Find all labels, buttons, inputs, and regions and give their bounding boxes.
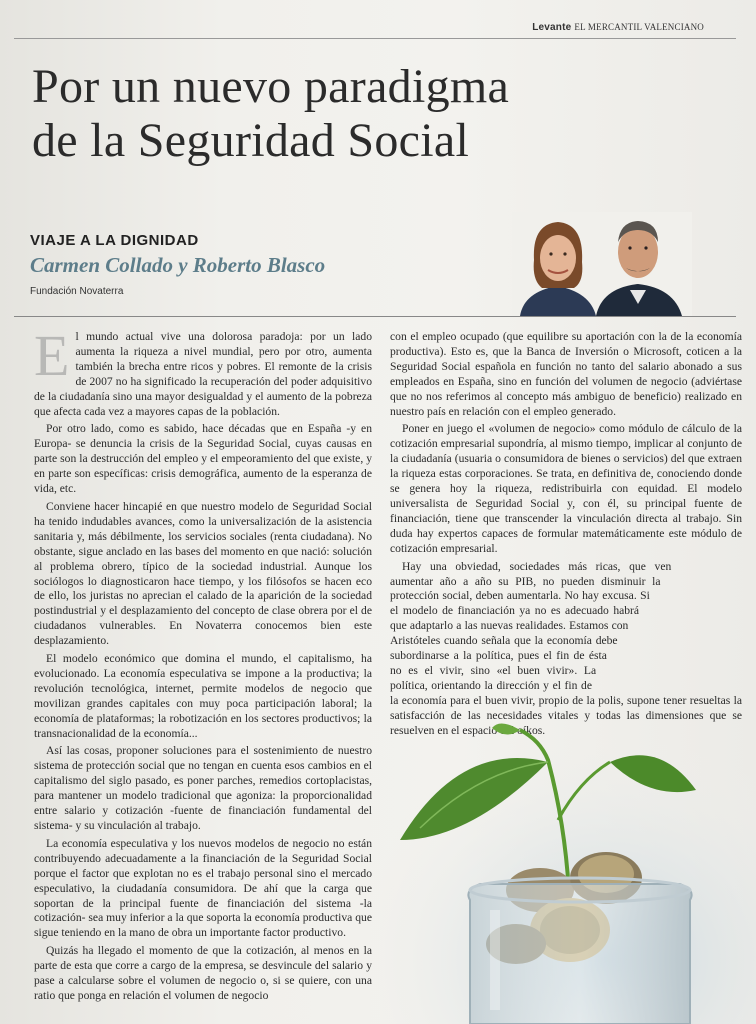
author-affiliation: Fundación Novaterra <box>30 286 124 297</box>
headline-line-1: Por un nuevo paradigma <box>32 60 510 113</box>
paragraph: Hay una obviedad, sociedades más ricas, que ven aumentar año a año su PIB, no pueden disminuir la protección social, deben aumentarla. No hay excusa. Si el modelo de financiación ya no es adecuado habrá que adaptarlo a las nuevas realidades. Estamos con Aristóteles cuando señala que la economía debe subordinarse a la política, pues el fin de ésta no es el vivir, sino «el buen vivir». La política, orientando la dirección y el fin de <box>390 559 672 692</box>
authors-byline: Carmen Collado y Roberto Blasco <box>30 253 326 277</box>
article-column-2 <box>390 330 742 741</box>
paragraph: Quizás ha llegado el momento de que la cotización, al menos en la parte de esta que corre a cargo de la empresa, se desvincule del salario y pase a calcularse sobre el volumen de negocio o, si se quiere, con una ratio que ponga en relación el volumen de negocio <box>34 944 372 1002</box>
masthead-paper: Levante <box>532 22 572 33</box>
top-rule <box>14 38 736 39</box>
paragraph: con el empleo ocupado (que equilibre su aportación con la de la economía productiva). Esto es, que la Banca de Inversión o Microsoft, coticen a la Seguridad Social española en función no tanto del salario abonado a sus empleados en España, sino en función del volumen de negocio (adviértase que no nos referimos al concepto más ambiguo de beneficio) realizado en nuestro país en relación con el empleo generado. <box>390 330 742 418</box>
paragraph: Por otro lado, como es sabido, hace décadas que en España -y en Europa- se denuncia la crisis de la Seguridad Social, cuyas causas en parte son la destrucción del empleo y el empeoramiento del que existe, y en parte son específicas: crisis demográfica, aumento de la esperanza de vida, etc. <box>34 422 372 496</box>
paragraph: Conviene hacer hincapié en que nuestro modelo de Seguridad Social ha tenido indudables avances, como la universalización de la asistencia sanitaria y, más débilmente, los servicios sociales (renta ciudadana). No obstante, sigue anclado en las bases del momento en que nació: solución al problema obrero, típico de la sociedad industrial. Aunque los sociólogos lo diagnosticaron hace tiempo, y los filósofos se hacen eco de ello, los juristas no aprecian el calado de la aparición de la sociedad postindustrial y el desplazamiento del concepto de clase obrera por el de ciudadanos vulnerables. En Novaterra conocemos bien este desplazamiento. <box>34 499 372 648</box>
headline-line-2: de la Seguridad Social <box>32 114 470 167</box>
paragraph: La economía especulativa y los nuevos modelos de negocio no están contribuyendo adecuadamente a la financiación de la Seguridad Social porque el factor que explotan no es el trabajo personal sino el mercado especulativo, la ciudadanía consumidora. De ahí que la carga que soportan de la principal fuente de financiación del sistema -la cotización- sea muy inferior a la que soporta la economía productiva que sigue teniendo en la mano de obra un importante factor productivo. <box>34 836 372 940</box>
plant-coins-jar-illustration <box>380 700 756 1024</box>
paragraph: Poner en juego el «volumen de negocio» como módulo de cálculo de la cotización empresarial supondría, al mismo tiempo, implicar al conjunto de la ciudadanía (usuaria o consumidora de bienes o servicios) del que extraen la riqueza estas corporaciones. Se trata, en definitiva de, conociendo donde se genera hoy la riqueza, redistribuirla con equidad. El modelo universalista de Seguridad Social y, con él, su principal fuente de financiación, tiene que transcender la vinculación directa al trabajo. Sin duda hay expertos capaces de formular matemáticamente este módulo de cotización empresarial. <box>390 422 742 555</box>
masthead <box>532 22 704 33</box>
paragraph: El modelo económico que domina el mundo, el capitalismo, ha evolucionado. La economía especulativa se impone a la productiva; la revolución tecnológica, internet, permite modelos de negocio que movilizan grandes capitales con muy poca participación laboral; la economía de plataformas; la robotización en los sectores productivos; la transnacionalidad de la economía... <box>34 652 372 740</box>
dropcap: E <box>34 323 70 388</box>
masthead-edition: EL MERCANTIL VALENCIANO <box>574 22 704 32</box>
header-rule <box>14 316 736 317</box>
article-column-1 <box>34 323 372 1007</box>
headline <box>32 60 672 168</box>
authors-photo <box>512 212 692 316</box>
section-label: VIAJE A LA DIGNIDAD <box>30 232 199 249</box>
paragraph: Así las cosas, proponer soluciones para el sostenimiento de nuestro sistema de protección social que no tengan en cuenta esos cambios en el capitalismo del siglo pasado, es poner parches, remedios cortoplacistas, para mantener un modelo tradicional que agoniza: la proporcionalidad entre salario y cotización -fuente de financiación fundamental del sistema- y su vinculación al trabajo. <box>34 744 372 832</box>
paragraph: El mundo actual vive una dolorosa paradoja: por un lado aumenta la riqueza a nivel mundial, pero por otro, aumenta también la brecha entre ricos y pobres. El remonte de la crisis de 2007 no ha significado la recuperación del poder adquisitivo de la ciudadanía sino una mayor desigualdad y el aumento de la pobreza que afecta cada vez a mayores capas de la población. <box>34 323 372 418</box>
